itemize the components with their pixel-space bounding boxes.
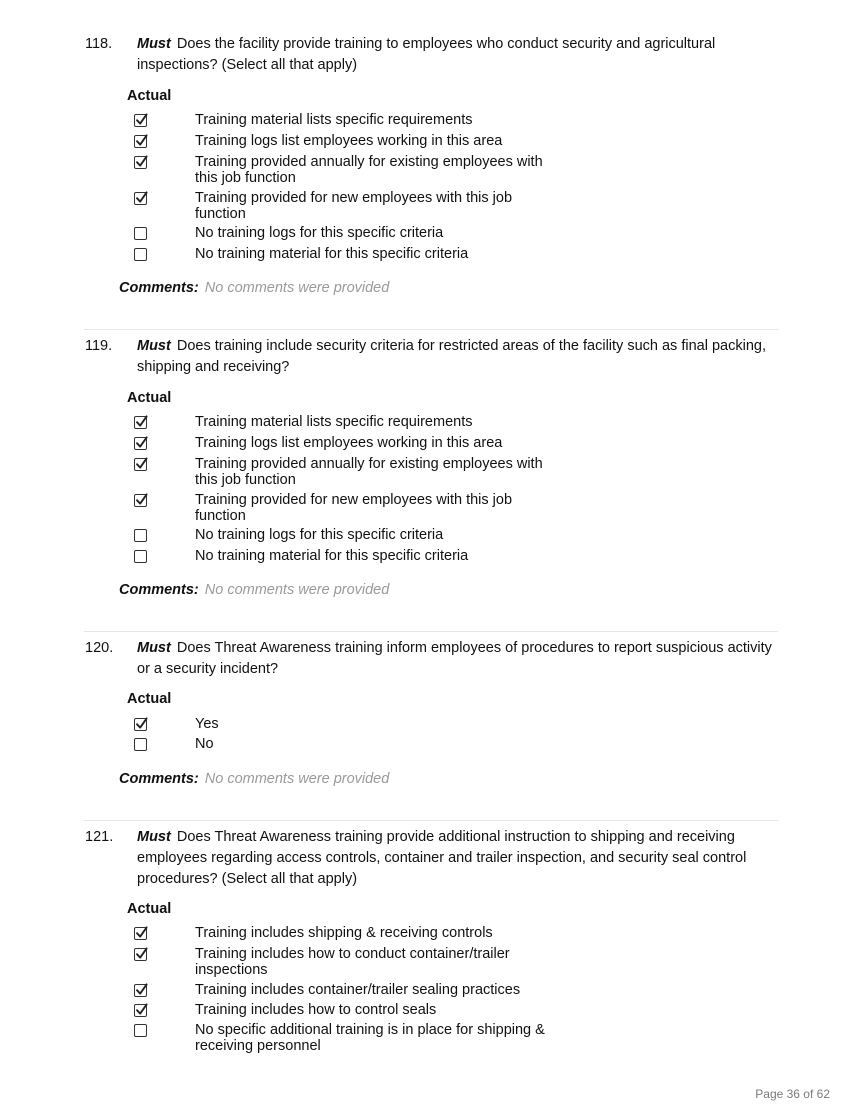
checkbox[interactable] bbox=[134, 494, 147, 507]
option-label: Training logs list employees working in this area bbox=[195, 133, 503, 149]
option-label: Yes bbox=[195, 716, 219, 732]
section-divider bbox=[84, 631, 778, 632]
checkmark-icon bbox=[134, 946, 149, 961]
checkmark-icon bbox=[134, 456, 149, 471]
checkbox[interactable] bbox=[134, 948, 147, 961]
checkmark-icon bbox=[134, 716, 149, 731]
option-label: Training includes how to control seals bbox=[195, 1002, 437, 1018]
checkbox[interactable] bbox=[134, 227, 147, 240]
option-label: No training logs for this specific criteria bbox=[195, 225, 444, 241]
checkbox[interactable] bbox=[134, 114, 147, 127]
checkbox[interactable] bbox=[134, 458, 147, 471]
option-label: Training material lists specific requirements bbox=[195, 414, 473, 430]
question-number: 120. bbox=[85, 640, 114, 656]
actual-heading: Actual bbox=[127, 390, 172, 406]
checkmark-icon bbox=[134, 133, 149, 148]
checkbox[interactable] bbox=[134, 1024, 147, 1037]
section-divider bbox=[84, 820, 778, 821]
checkbox[interactable] bbox=[134, 192, 147, 205]
checkbox[interactable] bbox=[134, 248, 147, 261]
option-label: No bbox=[195, 736, 214, 752]
must-badge: Must bbox=[137, 36, 171, 52]
option-label: No specific additional training is in place for shipping & receiving personnel bbox=[195, 1022, 545, 1054]
comments-row bbox=[119, 580, 389, 600]
question-number: 121. bbox=[85, 829, 114, 845]
comments-label: Comments: bbox=[119, 582, 199, 598]
must-badge: Must bbox=[137, 829, 171, 845]
comments-row bbox=[119, 769, 389, 789]
option-label: Training provided annually for existing employees with this job function bbox=[195, 456, 543, 488]
section-divider bbox=[84, 329, 778, 330]
question-number: 119. bbox=[85, 338, 113, 354]
question-text-block bbox=[137, 827, 783, 890]
option-label: No training material for this specific criteria bbox=[195, 246, 469, 262]
question-text: Does Threat Awareness training provide additional instruction to shipping and receiving employees regarding access controls, container and trailer inspection, and security seal control procedures? (Select all that apply) bbox=[137, 829, 747, 887]
question-number: 118. bbox=[85, 36, 113, 52]
actual-heading: Actual bbox=[127, 691, 172, 707]
checkmark-icon bbox=[134, 982, 149, 997]
comments-value: No comments were provided bbox=[204, 280, 390, 296]
checkbox[interactable] bbox=[134, 156, 147, 169]
checkmark-icon bbox=[134, 1002, 149, 1017]
page-number-footer: Page 36 of 62 bbox=[755, 1087, 830, 1101]
option-label: No training logs for this specific criteria bbox=[195, 527, 444, 543]
option-label: Training includes shipping & receiving controls bbox=[195, 925, 493, 941]
checkmark-icon bbox=[134, 414, 149, 429]
comments-value: No comments were provided bbox=[204, 582, 390, 598]
checkbox[interactable] bbox=[134, 135, 147, 148]
checkbox[interactable] bbox=[134, 550, 147, 563]
checkmark-icon bbox=[134, 154, 149, 169]
option-label: Training includes how to conduct container/trailer inspections bbox=[195, 946, 510, 978]
checkbox[interactable] bbox=[134, 718, 147, 731]
must-badge: Must bbox=[137, 640, 171, 656]
option-label: Training logs list employees working in this area bbox=[195, 435, 503, 451]
option-label: Training provided for new employees with this job function bbox=[195, 492, 513, 524]
checkbox[interactable] bbox=[134, 738, 147, 751]
checkmark-icon bbox=[134, 435, 149, 450]
question-text: Does Threat Awareness training inform employees of procedures to report suspicious activity or a security incident? bbox=[137, 640, 772, 677]
question-text: Does training include security criteria for restricted areas of the facility such as final packing, shipping and receiving? bbox=[137, 338, 766, 375]
checkbox[interactable] bbox=[134, 529, 147, 542]
question-text-block bbox=[137, 34, 783, 76]
option-label: Training includes container/trailer sealing practices bbox=[195, 982, 521, 998]
checkbox[interactable] bbox=[134, 927, 147, 940]
checkbox[interactable] bbox=[134, 984, 147, 997]
option-label: No training material for this specific criteria bbox=[195, 548, 469, 564]
checkmark-icon bbox=[134, 190, 149, 205]
checkbox[interactable] bbox=[134, 416, 147, 429]
actual-heading: Actual bbox=[127, 901, 172, 917]
comments-value: No comments were provided bbox=[204, 771, 390, 787]
comments-label: Comments: bbox=[119, 771, 199, 787]
checkbox[interactable] bbox=[134, 1004, 147, 1017]
question-text: Does the facility provide training to employees who conduct security and agricultural inspections? (Select all that apply) bbox=[137, 36, 716, 73]
checkbox[interactable] bbox=[134, 437, 147, 450]
actual-heading: Actual bbox=[127, 88, 172, 104]
checkmark-icon bbox=[134, 925, 149, 940]
option-label: Training provided annually for existing employees with this job function bbox=[195, 154, 543, 186]
checkmark-icon bbox=[134, 492, 149, 507]
comments-row bbox=[119, 278, 389, 298]
checkmark-icon bbox=[134, 112, 149, 127]
question-text-block bbox=[137, 336, 783, 378]
must-badge: Must bbox=[137, 338, 171, 354]
option-label: Training provided for new employees with this job function bbox=[195, 190, 513, 222]
question-text-block bbox=[137, 638, 783, 680]
comments-label: Comments: bbox=[119, 280, 199, 296]
option-label: Training material lists specific requirements bbox=[195, 112, 473, 128]
